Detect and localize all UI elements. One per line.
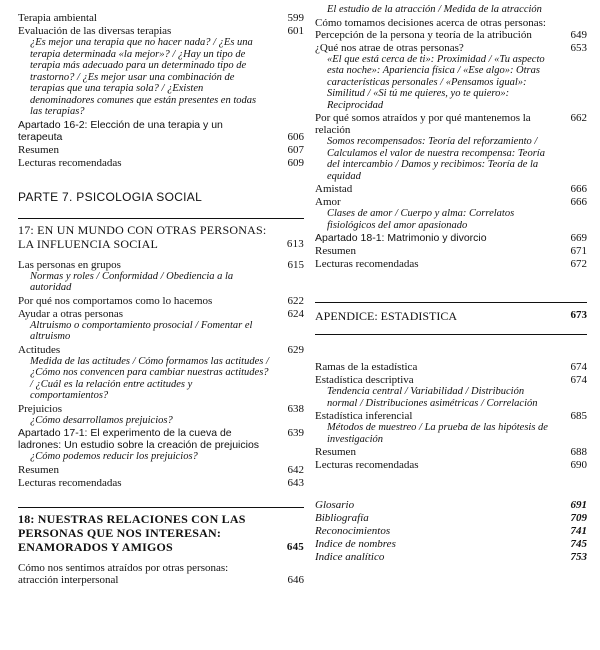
toc-entry-title: Apartado 17-1: El experimento de la cueva de ladrones: Un estudio sobre la creación de prejuicios: [18, 427, 260, 451]
toc-entry-title: Ramas de la estadística: [315, 361, 418, 373]
toc-page-number: 691: [570, 499, 587, 511]
toc-entry[interactable]: [315, 196, 587, 231]
toc-entry[interactable]: [18, 119, 304, 143]
toc-subtopics: Clases de amor / Cuerpo y alma: Correlatos fisiológicos del amor apasionado: [327, 208, 515, 231]
toc-subtopics: ¿Cómo podemos reducir los prejuicios?: [30, 451, 198, 462]
left-column: [18, 0, 304, 587]
toc-entry[interactable]: [315, 361, 587, 373]
toc-entry[interactable]: [315, 232, 587, 244]
appendix-page: 673: [570, 309, 587, 321]
chapter-18-entries: [18, 562, 304, 586]
toc-entry-title: Reconocimientos: [315, 525, 391, 537]
toc-page-number: 638: [287, 402, 304, 415]
toc-entry-title: Glosario: [315, 499, 355, 511]
toc-entry-title: Cómo nos sentimos atraídos por otras personas: atracción interpersonal: [18, 561, 229, 586]
toc-page-number: 690: [570, 459, 587, 471]
toc-entry[interactable]: [315, 512, 587, 524]
toc-entry-title: Resumen: [315, 245, 356, 257]
toc-entry-title: Ayudar a otras personas: [18, 307, 123, 320]
toc-entry-title: Lecturas recomendadas: [315, 258, 419, 270]
toc-entry[interactable]: [18, 259, 304, 294]
toc-entry-title: Resumen: [18, 463, 59, 476]
toc-page-number: 688: [570, 446, 587, 458]
toc-subtopics: Altruismo o comportamiento prosocial / Fomentar el altruismo: [30, 319, 253, 342]
appendix-title: APENDICE: ESTADISTICA: [315, 309, 458, 323]
toc-entry[interactable]: [18, 464, 304, 476]
chapter-17-page: 613: [286, 237, 304, 250]
toc-page-number: 639: [287, 427, 304, 439]
toc-page-number: 662: [570, 112, 587, 124]
toc-entry[interactable]: [18, 427, 304, 463]
toc-entry[interactable]: [315, 499, 587, 511]
toc-page-number: 601: [287, 25, 304, 37]
toc-entry-title: Terapia ambiental: [18, 12, 97, 24]
toc-entry-title: Amistad: [315, 183, 353, 195]
toc-entry-title: Bibliografía: [315, 512, 369, 524]
toc-entry-title: Evaluación de las diversas terapias: [18, 25, 172, 37]
chapter16-tail: [18, 12, 304, 169]
toc-entry[interactable]: [18, 562, 304, 586]
toc-entry-title: Amor: [315, 196, 341, 208]
toc-page-number: 606: [287, 130, 304, 143]
toc-subtopics: Somos recompensados: Teoría del reforzamiento / Calculamos el valor de nuestra recompensa: Teoría del intercambio / Damos y recibimos: Teoría de la equidad: [327, 136, 545, 182]
toc-entry-title: Lecturas recomendadas: [18, 156, 122, 169]
right-column: [315, 0, 587, 564]
toc-entry[interactable]: [18, 344, 304, 402]
toc-page-number: 672: [570, 258, 587, 270]
toc-subtopics: ¿Es mejor una terapia que no hacer nada? / ¿Es una terapia determinada «la mejor»? / ¿Hay un tipo de terapia más adecuado para un determinado tipo de trastorno? / ¿Es mejor usar una combinación de terapias que una terapia sola? / ¿Existen denominadores comunes que están presentes en todas las terapias?: [30, 37, 257, 117]
chapter-18-heading[interactable]: [18, 507, 304, 554]
toc-entry[interactable]: [315, 245, 587, 257]
toc-page-number: 669: [570, 232, 587, 244]
toc-entry-title: Actitudes: [18, 343, 61, 356]
toc-page-number: 745: [570, 538, 587, 550]
chapter-17-heading[interactable]: [18, 218, 304, 251]
toc-subtopics: Métodos de muestreo / La prueba de las hipótesis de investigación: [327, 422, 548, 445]
toc-page-number: 666: [570, 183, 587, 195]
toc-page-number: 609: [287, 156, 304, 169]
toc-page-number: 615: [287, 258, 304, 271]
chapter-17-entries: [18, 259, 304, 489]
toc-page-number: 741: [570, 525, 587, 537]
toc-entry[interactable]: [315, 17, 587, 41]
toc-entry[interactable]: [315, 525, 587, 537]
toc-entry[interactable]: [315, 183, 587, 195]
toc-entry[interactable]: [315, 42, 587, 112]
toc-page-number: 685: [570, 410, 587, 422]
toc-page-number: 674: [570, 374, 587, 386]
toc-page-number: 607: [287, 143, 304, 156]
toc-entry-title: Por qué somos atraídos y por qué mantenemos la relación: [315, 112, 531, 136]
toc-entry-title: Estadística inferencial: [315, 410, 413, 422]
toc-subtopics: Normas y roles / Conformidad / Obediencia a la autoridad: [30, 270, 234, 293]
toc-subtopics: Tendencia central / Variabilidad / Distribución normal / Distribuciones asimétricas / Correlación: [327, 386, 538, 409]
toc-entry-title: Resumen: [315, 446, 356, 458]
toc-entry[interactable]: [18, 25, 304, 118]
toc-page-number: 753: [570, 551, 587, 563]
toc-page-number: 666: [570, 196, 587, 208]
toc-page-number: 622: [287, 294, 304, 307]
appendix-heading[interactable]: [315, 302, 587, 335]
toc-entry-title: Resumen: [18, 143, 59, 156]
toc-entry-title: Lecturas recomendadas: [315, 459, 419, 471]
toc-entry[interactable]: [315, 410, 587, 445]
toc-entry-title: Apartado 18-1: Matrimonio y divorcio: [315, 232, 487, 244]
toc-entry-title: Apartado 16-2: Elección de una terapia y un terapeuta: [18, 118, 223, 143]
toc-page-number: 629: [287, 343, 304, 356]
toc-subtopics: ¿Cómo desarrollamos prejuicios?: [30, 414, 173, 426]
toc-entry-title: Lecturas recomendadas: [18, 476, 122, 489]
toc-entry[interactable]: [18, 477, 304, 489]
toc-page-number: 674: [570, 361, 587, 373]
toc-page-number: 649: [570, 28, 587, 41]
toc-entry-title: Indice de nombres: [315, 538, 396, 550]
toc-entry-title: Por qué nos comportamos como lo hacemos: [18, 294, 213, 307]
toc-page-number: 646: [287, 573, 304, 586]
toc-entry-title: Indice analítico: [315, 551, 385, 563]
toc-page-number: 599: [287, 12, 304, 24]
toc-entry[interactable]: [18, 157, 304, 169]
toc-entry[interactable]: [315, 374, 587, 409]
toc-subtopics: El estudio de la atracción / Medida de la atracción: [327, 4, 542, 15]
part-heading: PARTE 7. PSICOLOGIA SOCIAL: [18, 189, 203, 204]
chapter-18-page: 645: [286, 540, 304, 553]
toc-page-number: 624: [287, 307, 304, 320]
toc-entry-title: Estadística descriptiva: [315, 374, 414, 386]
chapter-18-title: 18: NUESTRAS RELACIONES CON LAS PERSONAS QUE NOS INTERESAN: ENAMORADOS Y AMIGOS: [18, 511, 246, 554]
toc-entry[interactable]: [315, 446, 587, 458]
toc-entry-title: ¿Qué nos atrae de otras personas?: [315, 41, 464, 54]
toc-subtopics: «El que está cerca de ti»: Proximidad / «Tu aspecto esta noche»: Apariencia física / «Ese algo»: Otras características personales / «Pensamos igual»: Similitud / «Si tú me quieres, yo te quiero»: Reciprocidad: [327, 53, 545, 111]
toc-page-number: 642: [287, 463, 304, 476]
toc-entry-title: Las personas en grupos: [18, 258, 121, 271]
toc-subtopics: Medida de las actitudes / Cómo formamos las actitudes / ¿Cómo nos convencen para cambiar nuestras actitudes? / ¿Cuál es la relación entre actitudes y comportamientos?: [30, 355, 269, 401]
toc-entry[interactable]: [18, 144, 304, 156]
toc-entry[interactable]: [315, 538, 587, 550]
toc-entry[interactable]: [315, 4, 587, 16]
toc-entry[interactable]: [18, 12, 304, 24]
toc-entry[interactable]: [18, 308, 304, 343]
toc-page-number: 709: [570, 512, 587, 524]
toc-entry[interactable]: [315, 258, 587, 270]
toc-entry-title: Cómo tomamos decisiones acerca de otras personas: Percepción de la persona y teoría de la atribución: [315, 16, 546, 41]
toc-entry-title: Prejuicios: [18, 402, 62, 415]
toc-entry[interactable]: [315, 112, 587, 182]
chapter18-continued: [315, 4, 587, 270]
chapter-17-title: 17: EN UN MUNDO CON OTRAS PERSONAS: LA INFLUENCIA SOCIAL: [18, 222, 267, 251]
appendix-entries: [315, 361, 587, 471]
toc-page-number: 671: [570, 245, 587, 257]
toc-entry[interactable]: [18, 295, 304, 307]
toc-entry[interactable]: [315, 459, 587, 471]
back-matter: [315, 499, 587, 563]
toc-entry[interactable]: [18, 403, 304, 427]
toc-entry[interactable]: [315, 551, 587, 563]
toc-page-number: 643: [287, 476, 304, 489]
toc-page-number: 653: [570, 41, 587, 54]
